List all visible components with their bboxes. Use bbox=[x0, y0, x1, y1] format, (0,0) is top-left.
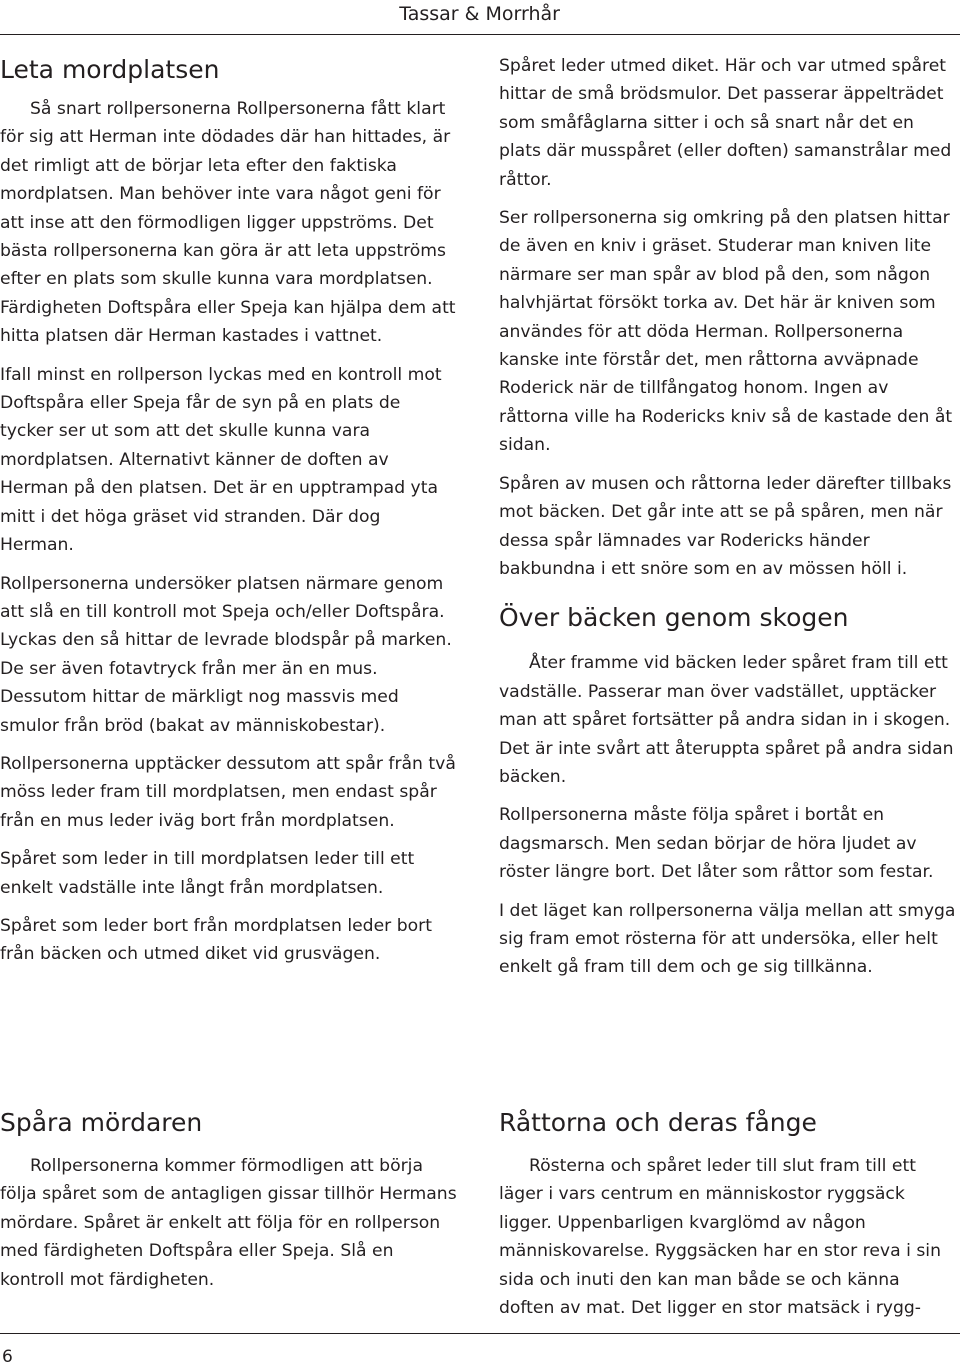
header-rule bbox=[0, 34, 960, 35]
paragraph: Spåret leder utmed diket. Här och var utmed spåret hittar de små brödsmulor. Det passerar äppelträdet som småfåglarna sitter i och så snart når det en plats där musspåret (eller doften) samanstrålar med råttor. bbox=[499, 56, 952, 190]
section-leta-mordplatsen bbox=[0, 53, 458, 969]
section-title: Råttorna och deras fånge bbox=[499, 1108, 817, 1137]
paragraph: Så snart rollpersonerna Rollpersonerna fått klart för sig att Herman inte dödades där han hittades, är det rimligt att de börjar leta efter den faktiska mordplatsen. Man behöver inte vara något geni för att inse att den förmodligen ligger uppströms. Det bästa rollpersonerna kan göra är att leta uppströms efter en plats som skulle kunna vara mordplatsen. Färdigheten Doftspåra eller Speja kan hjälpa dem att hitta platsen där Herman kastades i vattnet. bbox=[0, 99, 456, 347]
paragraph: Spåren av musen och råttorna leder därefter tillbaks mot bäcken. Det går inte att se på spåren, men när dessa spår lämnades var Rodericks händer bakbundna i ett snöre som en av mössen höll i. bbox=[499, 473, 952, 579]
left-column bbox=[0, 52, 458, 979]
footer-rule bbox=[0, 1333, 960, 1334]
paragraph: Spåret som leder in till mordplatsen leder till ett enkelt vadställe inte långt från mordplatsen. bbox=[0, 849, 415, 898]
paragraph: Ser rollpersonerna sig omkring på den platsen hittar de även en kniv i gräset. Studerar man kniven lite närmare ser man spår av blod på den, som någon halvhjärtat försökt torka av. Det här är kniven som användes för att döda Herman. Rollpersonerna kanske inte förstår det, men råttorna avväpnade Roderick när de tillfångatog honom. Ingen av råttorna ville ha Rodericks kniv så de kastade den åt sidan. bbox=[499, 208, 953, 456]
paragraph: Rollpersonerna måste följa spåret i bortåt en dagsmarsch. Men sedan börjar de höra ljudet av röster längre bort. Det låter som råttor som festar. bbox=[499, 805, 934, 883]
paragraph: Rollpersonerna kommer förmodligen att börja följa spåret som de antagligen gissar tillhör Hermans mördare. Spåret är enkelt att följa för en rollperson med färdigheten Doftspåra eller Speja. Slå en kontroll mot färdigheten. bbox=[0, 1156, 457, 1290]
section-title: Leta mordplatsen bbox=[0, 55, 220, 84]
section-rattorna-och-deras-fange bbox=[499, 1106, 957, 1332]
paragraph: I det läget kan rollpersonerna välja mellan att smyga sig fram emot rösterna för att undersöka, eller helt enkelt gå fram till dem och ge sig tillkänna. bbox=[499, 900, 956, 978]
paragraph: Åter framme vid bäcken leder spåret fram till ett vadställe. Passerar man över vadstället, upptäcker man att spåret fortsätter på andra sidan in i skogen. Det är inte svårt att återuppta spåret på andra sidan bäcken. bbox=[499, 653, 954, 787]
paragraph: Rollpersonerna undersöker platsen närmare genom att slå en till kontroll mot Speja och/eller Doftspåra. Lyckas den så hittar de levrade blodspår på marken. De ser även fotavtryck från mer än en mus. Dessutom hittar de märkligt nog massvis med smulor från bröd (bakat av människobestar). bbox=[0, 573, 452, 736]
paragraph: Spåret som leder bort från mordplatsen leder bort från bäcken och utmed diket vid grusvägen. bbox=[0, 915, 432, 965]
page-number: 6 bbox=[2, 1347, 13, 1367]
section-over-backen bbox=[499, 601, 957, 981]
paragraph: Rösterna och spåret leder till slut fram till ett läger i vars centrum en människostor ryggsäck ligger. Uppenbarligen kvarglömd av någon människovarelse. Ryggsäcken har en stor reva i sin sida och inuti den kan man både se och känna doften av mat. Det ligger en stor matsäck i rygg- bbox=[499, 1156, 941, 1319]
running-header: Tassar & Morrhår bbox=[399, 3, 560, 25]
paragraph: Ifall minst en rollperson lyckas med en kontroll mot Doftspåra eller Speja får de syn på en plats de tycker ser ut som att det skulle kunna vara mordplatsen. Alternativt känner de doften av Herman på den platsen. Det är en upptrampad yta mitt i det höga gräset vid stranden. Där dog Herman. bbox=[0, 364, 442, 556]
section-spara-mordaren bbox=[0, 1106, 460, 1304]
section-title: Över bäcken genom skogen bbox=[499, 603, 849, 633]
right-column bbox=[499, 52, 957, 992]
section-title: Spåra mördaren bbox=[0, 1108, 203, 1137]
paragraph: Rollpersonerna upptäcker dessutom att spår från två möss leder fram till mordplatsen, men endast spår från en mus leder iväg bort från mordplatsen. bbox=[0, 753, 456, 831]
